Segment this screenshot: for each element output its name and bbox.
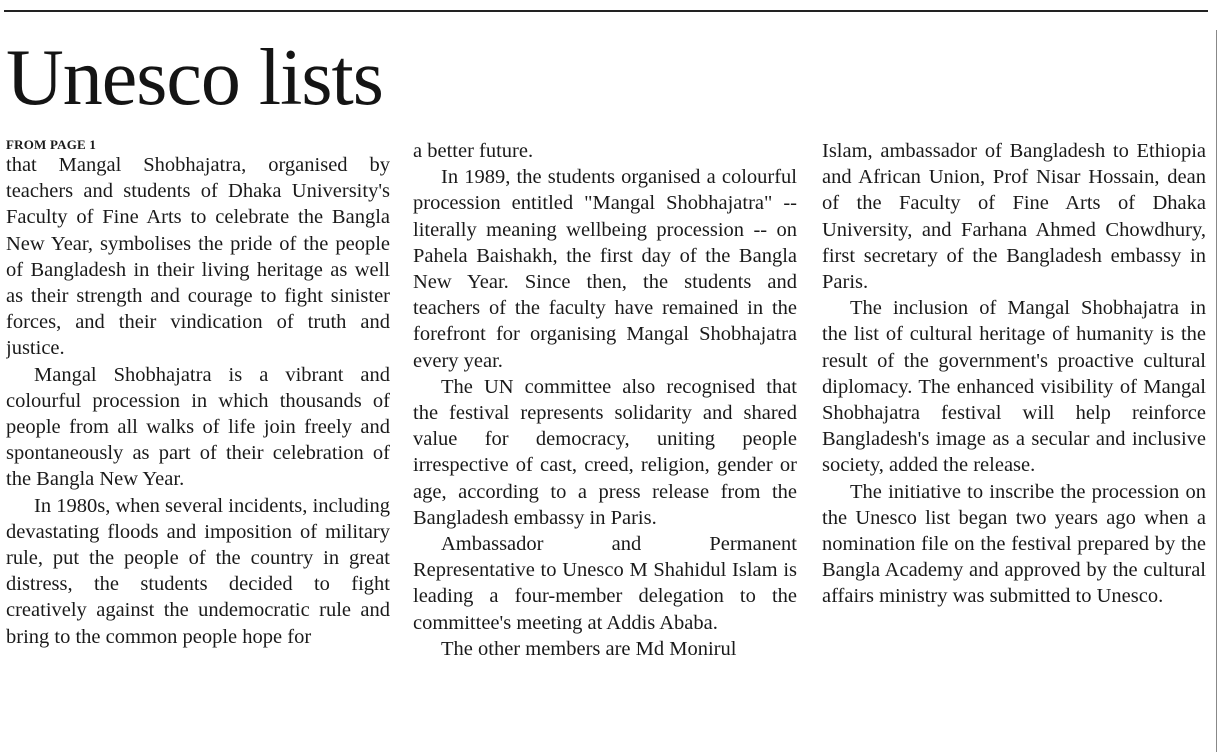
paragraph: The inclusion of Mangal Shobhajatra in the list of cultural heritage of humanity is the result of the government's proactive cultural diplomacy. The enhanced visibility of Mangal Shobhajatra festival will help reinforce Bangladesh's image as a secular and inclusive society, added the release. <box>822 297 1206 477</box>
paragraph: The UN committee also recognised that the festival represents solidarity and shared value for democracy, uniting people irrespective of cast, creed, religion, gender or age, according to a press release from the Bangladesh embassy in Paris. <box>413 375 797 529</box>
jump-from-label: FROM PAGE 1 <box>6 138 97 152</box>
paragraph: In 1989, the students organised a colourful procession entitled "Mangal Shobhajatra" -- literally meaning wellbeing procession -- on Pahela Baishakh, the first day of the Bangla New Year. Since then, the students and teachers of the faculty have remained in the forefront for organising Mangal Shobhajatra every year. <box>413 166 797 372</box>
paragraph: The initiative to inscribe the procession on the Unesco list began two years ago when a nomination file on the festival prepared by the Bangla Academy and approved by the cultural affairs ministry was submitted to Unesco. <box>822 480 1206 608</box>
paragraph: Mangal Shobhajatra is a vibrant and colourful procession in which thousands of people from all walks of life join freely and spontaneously as part of their celebration of the Bangla New Year. <box>6 363 390 491</box>
paragraph: that Mangal Shobhajatra, organised by teachers and students of Dhaka University's Faculty of Fine Arts to celebrate the Bangla New Year, symbolises the pride of the people of Bangladesh in their living heritage as well as their strength and courage to fight sinister forces, and their vindication of truth and justice. <box>6 154 390 360</box>
article-column-3 <box>822 138 1206 752</box>
paragraph: Ambassador and Permanent Representative to Unesco M Shahidul Islam is leading a four-member delegation to the committee's meeting at Addis Ababa. <box>413 533 797 634</box>
paragraph: Islam, ambassador of Bangladesh to Ethiopia and African Union, Prof Nisar Hossain, dean of the Faculty of Fine Arts of Dhaka University, and Farhana Ahmed Chowdhury, first secretary of the Bangladesh embassy in Paris. <box>822 140 1206 294</box>
page-edge-rule <box>1216 30 1217 752</box>
article-column-1 <box>6 138 390 752</box>
paragraph: The other members are Md Monirul <box>441 637 737 660</box>
top-rule <box>4 10 1208 12</box>
paragraph: a better future. <box>413 140 534 162</box>
headline: Unesco lists <box>6 34 383 122</box>
paragraph: In 1980s, when several incidents, including devastating floods and imposition of military rule, put the people of the country in great distress, the students decided to fight creatively against the undemocratic rule and bring to the common people hope for <box>6 494 390 648</box>
article-column-2 <box>413 138 797 752</box>
